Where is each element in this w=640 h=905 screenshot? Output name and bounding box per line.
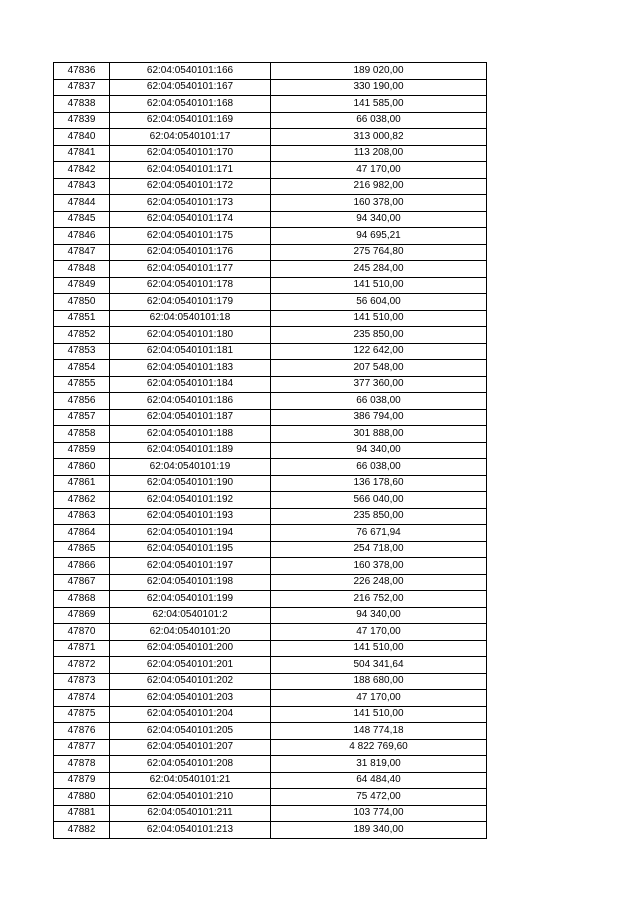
table-row — [54, 640, 487, 657]
table-row — [54, 145, 487, 162]
cadastral-value-cell: 75 472,00 — [271, 789, 487, 806]
cadastral-number-cell: 62:04:0540101:18 — [110, 310, 271, 327]
row-id-cell: 47849 — [54, 277, 110, 294]
cadastral-number-cell: 62:04:0540101:213 — [110, 822, 271, 839]
table-row — [54, 162, 487, 179]
table-row — [54, 756, 487, 773]
table-row — [54, 459, 487, 476]
row-id-cell: 47838 — [54, 96, 110, 113]
row-id-cell: 47852 — [54, 327, 110, 344]
cadastral-number-cell: 62:04:0540101:211 — [110, 805, 271, 822]
row-id-cell: 47847 — [54, 244, 110, 261]
table-row — [54, 96, 487, 113]
cadastral-value-cell: 254 718,00 — [271, 541, 487, 558]
cadastral-value-cell: 47 170,00 — [271, 162, 487, 179]
table-row — [54, 475, 487, 492]
table-row — [54, 574, 487, 591]
cadastral-value-cell: 275 764,80 — [271, 244, 487, 261]
cadastral-value-cell: 94 695,21 — [271, 228, 487, 245]
table-row — [54, 79, 487, 96]
row-id-cell: 47862 — [54, 492, 110, 509]
row-id-cell: 47879 — [54, 772, 110, 789]
row-id-cell: 47867 — [54, 574, 110, 591]
table-row — [54, 63, 487, 80]
cadastral-value-cell: 160 378,00 — [271, 195, 487, 212]
row-id-cell: 47848 — [54, 261, 110, 278]
table-row — [54, 789, 487, 806]
row-id-cell: 47854 — [54, 360, 110, 377]
cadastral-number-cell: 62:04:0540101:169 — [110, 112, 271, 129]
cadastral-value-cell: 47 170,00 — [271, 690, 487, 707]
cadastral-value-cell: 64 484,40 — [271, 772, 487, 789]
cadastral-value-cell: 76 671,94 — [271, 525, 487, 542]
row-id-cell: 47882 — [54, 822, 110, 839]
cadastral-value-cell: 330 190,00 — [271, 79, 487, 96]
table-row — [54, 706, 487, 723]
cadastral-value-cell: 566 040,00 — [271, 492, 487, 509]
cadastral-value-cell: 160 378,00 — [271, 558, 487, 575]
cadastral-value-cell: 216 752,00 — [271, 591, 487, 608]
cadastral-value-cell: 141 510,00 — [271, 310, 487, 327]
table-row — [54, 591, 487, 608]
cadastral-number-cell: 62:04:0540101:202 — [110, 673, 271, 690]
row-id-cell: 47869 — [54, 607, 110, 624]
row-id-cell: 47836 — [54, 63, 110, 80]
table-row — [54, 607, 487, 624]
cadastral-number-cell: 62:04:0540101:210 — [110, 789, 271, 806]
table-row — [54, 805, 487, 822]
cadastral-value-cell: 189 020,00 — [271, 63, 487, 80]
table-row — [54, 442, 487, 459]
row-id-cell: 47878 — [54, 756, 110, 773]
cadastral-value-cell: 56 604,00 — [271, 294, 487, 311]
cadastral-value-cell: 141 510,00 — [271, 706, 487, 723]
row-id-cell: 47868 — [54, 591, 110, 608]
cadastral-value-cell: 226 248,00 — [271, 574, 487, 591]
cadastral-number-cell: 62:04:0540101:178 — [110, 277, 271, 294]
table-row — [54, 195, 487, 212]
row-id-cell: 47880 — [54, 789, 110, 806]
table-row — [54, 409, 487, 426]
cadastral-number-cell: 62:04:0540101:193 — [110, 508, 271, 525]
cadastral-number-cell: 62:04:0540101:183 — [110, 360, 271, 377]
cadastral-value-cell: 313 000,82 — [271, 129, 487, 146]
row-id-cell: 47877 — [54, 739, 110, 756]
cadastral-value-cell: 66 038,00 — [271, 393, 487, 410]
cadastral-value-cell: 31 819,00 — [271, 756, 487, 773]
cadastral-value-cell: 66 038,00 — [271, 459, 487, 476]
table-row — [54, 228, 487, 245]
cadastral-number-cell: 62:04:0540101:179 — [110, 294, 271, 311]
row-id-cell: 47843 — [54, 178, 110, 195]
cadastral-number-cell: 62:04:0540101:195 — [110, 541, 271, 558]
table-row — [54, 178, 487, 195]
cadastral-value-cell: 188 680,00 — [271, 673, 487, 690]
cadastral-number-cell: 62:04:0540101:174 — [110, 211, 271, 228]
table-row — [54, 822, 487, 839]
cadastral-value-cell: 47 170,00 — [271, 624, 487, 641]
row-id-cell: 47839 — [54, 112, 110, 129]
cadastral-value-cell: 113 208,00 — [271, 145, 487, 162]
cadastral-number-cell: 62:04:0540101:168 — [110, 96, 271, 113]
cadastral-number-cell: 62:04:0540101:21 — [110, 772, 271, 789]
row-id-cell: 47844 — [54, 195, 110, 212]
row-id-cell: 47856 — [54, 393, 110, 410]
table-row — [54, 541, 487, 558]
cadastral-number-cell: 62:04:0540101:181 — [110, 343, 271, 360]
row-id-cell: 47865 — [54, 541, 110, 558]
cadastral-number-cell: 62:04:0540101:203 — [110, 690, 271, 707]
cadastral-number-cell: 62:04:0540101:201 — [110, 657, 271, 674]
table-row — [54, 294, 487, 311]
cadastral-value-cell: 136 178,60 — [271, 475, 487, 492]
row-id-cell: 47876 — [54, 723, 110, 740]
cadastral-number-cell: 62:04:0540101:208 — [110, 756, 271, 773]
row-id-cell: 47864 — [54, 525, 110, 542]
cadastral-value-cell: 141 510,00 — [271, 277, 487, 294]
row-id-cell: 47873 — [54, 673, 110, 690]
cadastral-number-cell: 62:04:0540101:186 — [110, 393, 271, 410]
cadastral-value-cell: 207 548,00 — [271, 360, 487, 377]
row-id-cell: 47841 — [54, 145, 110, 162]
row-id-cell: 47858 — [54, 426, 110, 443]
cadastral-number-cell: 62:04:0540101:188 — [110, 426, 271, 443]
row-id-cell: 47859 — [54, 442, 110, 459]
table-row — [54, 492, 487, 509]
cadastral-value-cell: 301 888,00 — [271, 426, 487, 443]
row-id-cell: 47875 — [54, 706, 110, 723]
table-row — [54, 772, 487, 789]
row-id-cell: 47874 — [54, 690, 110, 707]
table-row — [54, 690, 487, 707]
table-row — [54, 376, 487, 393]
cadastral-value-cell: 216 982,00 — [271, 178, 487, 195]
cadastral-value-cell: 377 360,00 — [271, 376, 487, 393]
row-id-cell: 47840 — [54, 129, 110, 146]
table-row — [54, 327, 487, 344]
cadastral-number-cell: 62:04:0540101:200 — [110, 640, 271, 657]
cadastral-value-cell: 386 794,00 — [271, 409, 487, 426]
cadastral-number-cell: 62:04:0540101:172 — [110, 178, 271, 195]
cadastral-number-cell: 62:04:0540101:177 — [110, 261, 271, 278]
cadastral-number-cell: 62:04:0540101:197 — [110, 558, 271, 575]
cadastral-number-cell: 62:04:0540101:173 — [110, 195, 271, 212]
cadastral-number-cell: 62:04:0540101:184 — [110, 376, 271, 393]
row-id-cell: 47872 — [54, 657, 110, 674]
cadastral-value-cell: 235 850,00 — [271, 508, 487, 525]
row-id-cell: 47866 — [54, 558, 110, 575]
row-id-cell: 47850 — [54, 294, 110, 311]
table-body — [54, 63, 487, 839]
table-row — [54, 112, 487, 129]
cadastral-number-cell: 62:04:0540101:194 — [110, 525, 271, 542]
row-id-cell: 47860 — [54, 459, 110, 476]
table-row — [54, 657, 487, 674]
cadastral-number-cell: 62:04:0540101:17 — [110, 129, 271, 146]
cadastral-number-cell: 62:04:0540101:190 — [110, 475, 271, 492]
cadastral-number-cell: 62:04:0540101:170 — [110, 145, 271, 162]
cadastral-value-cell: 94 340,00 — [271, 607, 487, 624]
cadastral-value-cell: 504 341,64 — [271, 657, 487, 674]
table-row — [54, 426, 487, 443]
cadastral-value-cell: 122 642,00 — [271, 343, 487, 360]
cadastral-number-cell: 62:04:0540101:192 — [110, 492, 271, 509]
cadastral-value-cell: 103 774,00 — [271, 805, 487, 822]
cadastral-number-cell: 62:04:0540101:187 — [110, 409, 271, 426]
cadastral-number-cell: 62:04:0540101:167 — [110, 79, 271, 96]
cadastral-value-cell: 94 340,00 — [271, 211, 487, 228]
cadastral-number-cell: 62:04:0540101:166 — [110, 63, 271, 80]
table-row — [54, 310, 487, 327]
table-row — [54, 673, 487, 690]
cadastral-value-cell: 235 850,00 — [271, 327, 487, 344]
table-row — [54, 723, 487, 740]
cadastral-number-cell: 62:04:0540101:207 — [110, 739, 271, 756]
cadastral-number-cell: 62:04:0540101:19 — [110, 459, 271, 476]
row-id-cell: 47857 — [54, 409, 110, 426]
table-row — [54, 558, 487, 575]
row-id-cell: 47871 — [54, 640, 110, 657]
cadastral-number-cell: 62:04:0540101:2 — [110, 607, 271, 624]
table-row — [54, 244, 487, 261]
table-row — [54, 393, 487, 410]
cadastral-number-cell: 62:04:0540101:205 — [110, 723, 271, 740]
table-row — [54, 277, 487, 294]
cadastral-value-cell: 94 340,00 — [271, 442, 487, 459]
table-row — [54, 129, 487, 146]
table-row — [54, 624, 487, 641]
cadastral-value-cell: 66 038,00 — [271, 112, 487, 129]
cadastral-number-cell: 62:04:0540101:189 — [110, 442, 271, 459]
cadastral-value-cell: 148 774,18 — [271, 723, 487, 740]
cadastral-number-cell: 62:04:0540101:180 — [110, 327, 271, 344]
row-id-cell: 47842 — [54, 162, 110, 179]
row-id-cell: 47851 — [54, 310, 110, 327]
cadastral-number-cell: 62:04:0540101:204 — [110, 706, 271, 723]
row-id-cell: 47863 — [54, 508, 110, 525]
cadastral-number-cell: 62:04:0540101:199 — [110, 591, 271, 608]
table-row — [54, 525, 487, 542]
row-id-cell: 47845 — [54, 211, 110, 228]
cadastral-number-cell: 62:04:0540101:176 — [110, 244, 271, 261]
table-row — [54, 343, 487, 360]
row-id-cell: 47846 — [54, 228, 110, 245]
row-id-cell: 47881 — [54, 805, 110, 822]
table-row — [54, 360, 487, 377]
row-id-cell: 47855 — [54, 376, 110, 393]
row-id-cell: 47837 — [54, 79, 110, 96]
table-row — [54, 261, 487, 278]
cadastral-number-cell: 62:04:0540101:171 — [110, 162, 271, 179]
cadastral-value-table — [53, 62, 487, 839]
cadastral-value-cell: 4 822 769,60 — [271, 739, 487, 756]
cadastral-value-cell: 245 284,00 — [271, 261, 487, 278]
cadastral-number-cell: 62:04:0540101:175 — [110, 228, 271, 245]
cadastral-value-cell: 141 510,00 — [271, 640, 487, 657]
cadastral-value-cell: 189 340,00 — [271, 822, 487, 839]
cadastral-value-cell: 141 585,00 — [271, 96, 487, 113]
table-row — [54, 211, 487, 228]
row-id-cell: 47853 — [54, 343, 110, 360]
table-row — [54, 739, 487, 756]
row-id-cell: 47861 — [54, 475, 110, 492]
cadastral-number-cell: 62:04:0540101:198 — [110, 574, 271, 591]
table-row — [54, 508, 487, 525]
cadastral-number-cell: 62:04:0540101:20 — [110, 624, 271, 641]
row-id-cell: 47870 — [54, 624, 110, 641]
